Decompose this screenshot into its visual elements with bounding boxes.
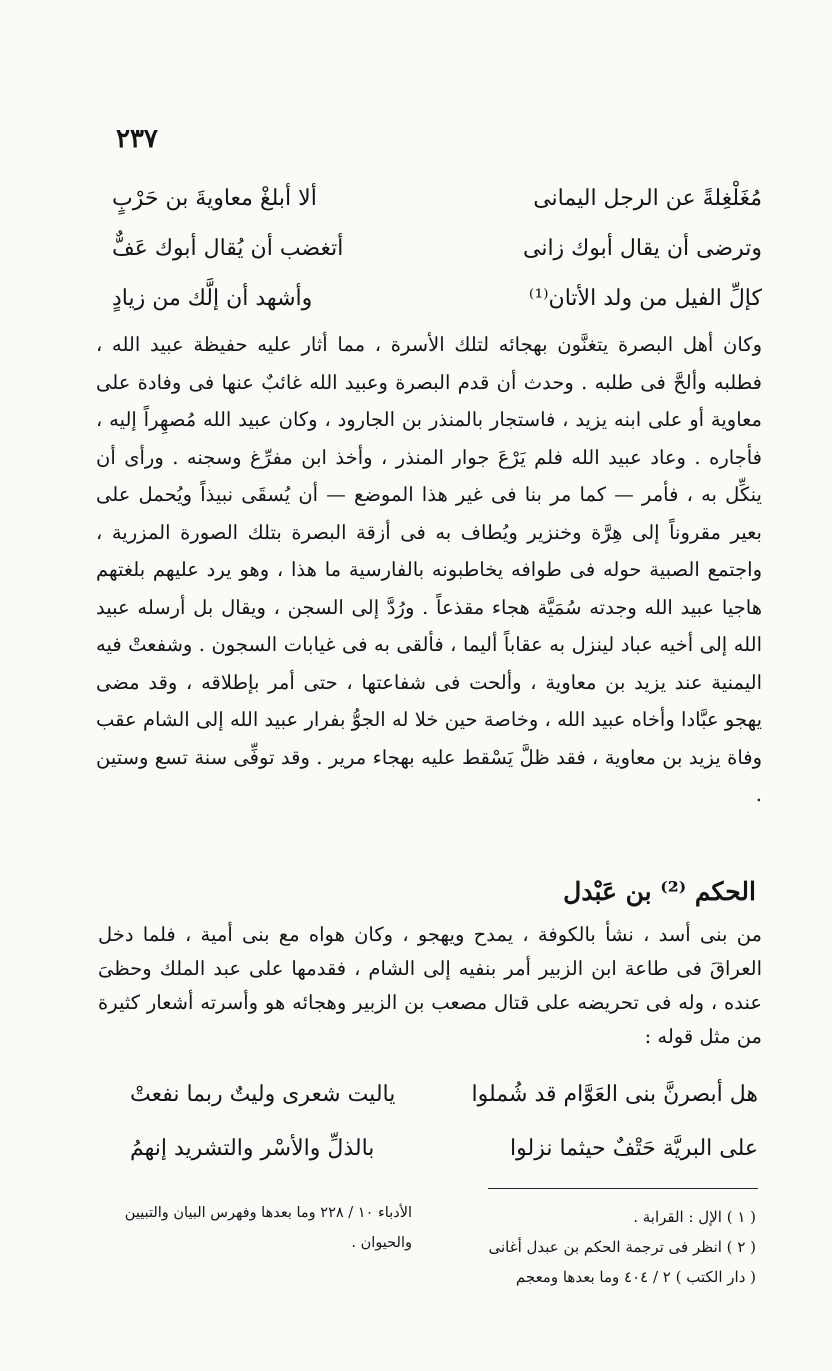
poem2-verse-1-first-hemistich: ياليت شعرى وليتٌ ربما نفعتْ (130, 1082, 396, 1107)
poem2-verse-2-first-hemistich: بالذلِّ والأسْر والتشريد إنهمُ (130, 1136, 375, 1161)
poem2-verse-1 (130, 1082, 758, 1107)
prose-text: من بنى أسد ، نشأ بالكوفة ، يمدح ويهجو ، وكان هواه مع بنى أمية ، فلما دخل العراقَ فى طاعة ابن الزبير أمر بنفيه إلى الشام ، فقدمها على عبد الملك وحظىَ عنده ، وله فى تحريضه على قتال مصعب بن الزبير وهجائه هو وأسرته أشعار كثيرة من مثل قوله : (98, 923, 762, 1048)
footnote-line: ( ١ ) الإل : القرابة . (633, 1208, 756, 1226)
page-number: ٢٣٧ (116, 124, 158, 154)
footnote-line: ( دار الكتب ) ٢ / ٤٠٤ وما بعدها ومعجم (515, 1268, 756, 1286)
poem1-verse-2-second-hemistich: وترضى أن يقال أبوك زانى (522, 236, 762, 261)
poem1-verse-2-first-hemistich: أتغضب أن يُقال أبوك عَفٌّ (112, 236, 344, 261)
section-heading: الحكم ⁽²⁾ بن عَبْدل (563, 877, 756, 906)
poem1-verse-1-first-hemistich: ألا أبلغْ معاويةَ بن حَرْبٍ (112, 186, 317, 211)
poem2-verse-2-second-hemistich: على البريَّة حَتْفٌ حيثما نزلوا (510, 1136, 758, 1161)
prose-text: وكان أهل البصرة يتغنَّون بهجائه لتلك الأسرة ، مما أثار عليه حفيظة عبيد الله ، فطلبه وألحَّ فى طلبه . وحدث أن قدم البصرة وعبيد الله غائبٌ عنها فى وفادة على معاوية أو على ابنه يزيد ، فاستجار بالمنذر بن الجارود ، وكان عبيد الله مُصهِراً إليه ، فأجاره . وعاد عبيد الله فلم يَرْعَ جوار المنذر ، وأخذ ابن مفرِّغ وسجنه . ورأى أن ينكِّل به ، فأمر — كما مر بنا فى غير هذا الموضع — أن يُسقَى نبيذاً ويُحمل على بعير مقروناً إلى هِرَّة وخنزير ويُطاف به فى أزقة البصرة بتلك الصورة المزرية ، واجتمع الصبية حوله فى طوافه يخاطبونه بالفارسية ما هذا ، وهو يرد عليهم بلغتهم هاجيا عبيد الله وجدته سُمَيَّة هجاء مقذعاً . ورُدَّ إلى السجن ، ويقال بل أرسله عبيد الله إلى أخيه عباد لينزل به عقاباً أليما ، فألقى به فى غيابات السجون . وشفعتْ فيه اليمنية عند يزيد بن معاوية ، وألحت فى شفاعتها ، حتى أمر بإطلاقه ، وقد مضى يهجو عبَّادا وأخاه عبيد الله ، وخاصة حين خلا له الجوُّ بفرار عبيد الله إلى الشام عقب وفاة يزيد بن معاوية ، فقد ظلَّ يَسْقط عليه بهجاء مرير . وقد توفِّى سنة تسع وستين . (96, 333, 762, 806)
poem1-verse-3-first-hemistich: وأشهد أن إلَّك من زيادٍ (112, 286, 313, 311)
footnotes-left-column: الأدباء ١٠ / ٢٢٨ وما بعدها وفهرس البيان والتبيين والحيوان . (124, 1205, 412, 1251)
footnote-line: ( ٢ ) انظر فى ترجمة الحكم بن عبدل أغانى (488, 1238, 756, 1256)
poem1-verse-2 (112, 236, 762, 261)
footnote-separator (488, 1188, 758, 1189)
poem1-verse-3-second-hemistich: كإلِّ الفيل من ولد الأتان⁽¹⁾ (528, 286, 762, 311)
poem1-verse-1-second-hemistich: مُغَلْغِلةً عن الرجل اليمانى (533, 186, 762, 211)
poem2-verse-2 (130, 1136, 758, 1161)
poem1-verse-1 (112, 186, 762, 211)
poem1-verse-3 (112, 286, 762, 311)
footnotes-right-column (426, 1202, 756, 1292)
prose-paragraph-1 (96, 326, 762, 814)
prose-paragraph-2 (98, 918, 762, 1054)
poem2-verse-1-second-hemistich: هل أبصرنَّ بنى العَوَّام قد شُملوا (471, 1082, 758, 1107)
